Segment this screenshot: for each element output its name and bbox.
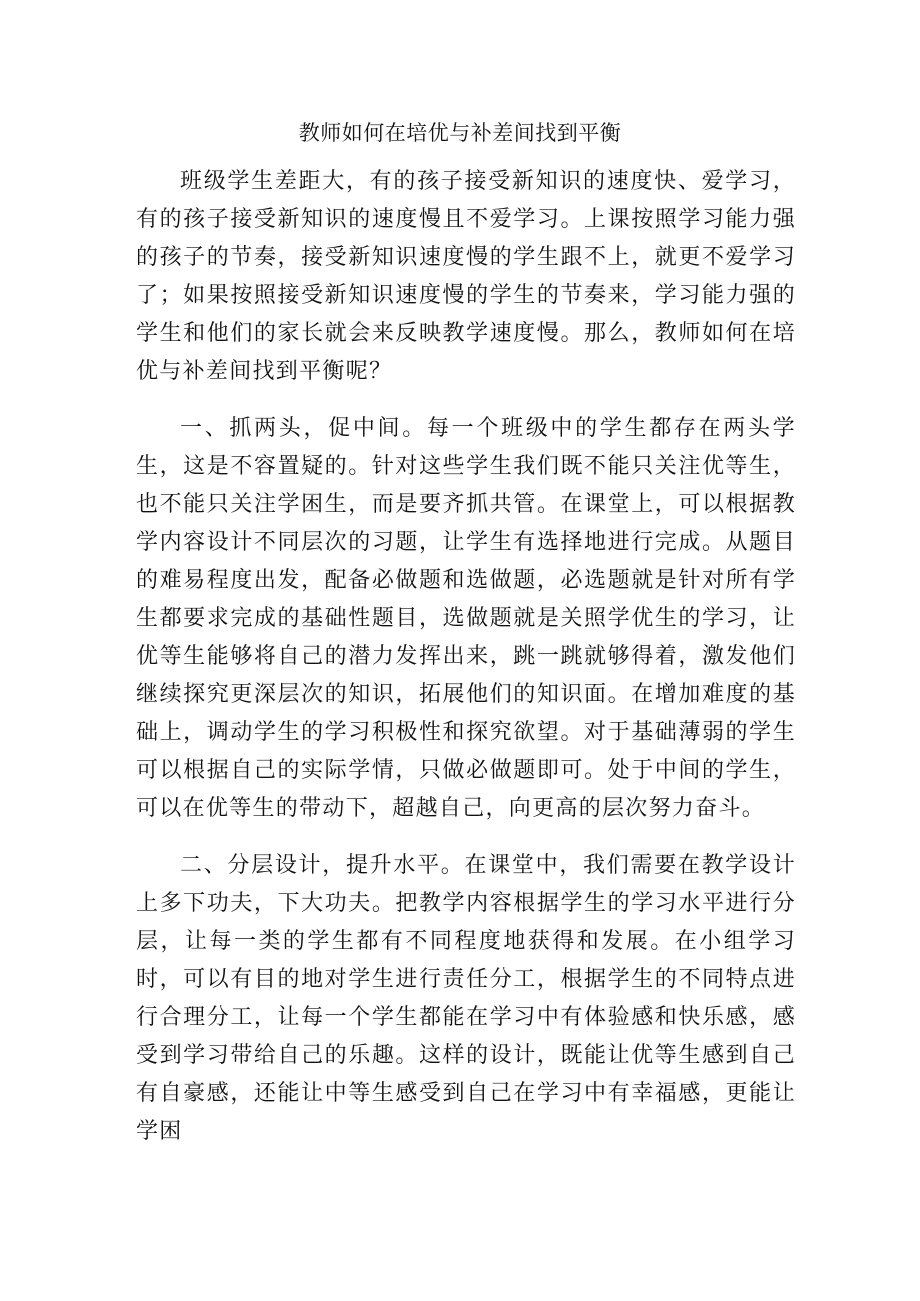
document-title: 教师如何在培优与补差间找到平衡 [298,121,622,145]
paragraph-point-two: 二、分层设计，提升水平。在课堂中，我们需要在教学设计上多下功夫，下大功夫。把教学内容根据学生的学习水平进行分层，让每一类的学生都有不同程度地获得和发展。在小组学习时，可以有目的地对学生进行责任分工，根据学生的不同特点进行合理分工，让每一个学生都能在学习中有体验感和快乐感，感受到学习带给自己的乐趣。这样的设计，既能让优等生感到自己有自豪感，还能让中等生感受到自己在学习中有幸福感，更能让学困 [136,853,796,1144]
paragraph-intro: 班级学生差距大，有的孩子接受新知识的速度快、爱学习，有的孩子接受新知识的速度慢且不爱学习。上课按照学习能力强的孩子的节奏，接受新知识速度慢的学生跟不上，就更不爱学习了；如果按照接受新知识速度慢的学生的节奏来，学习能力强的学生和他们的家长就会来反映教学速度慢。那么，教师如何在培优与补差间找到平衡呢？ [136,169,796,384]
document-body [136,163,796,1151]
paragraph-point-one: 一、抓两头，促中间。每一个班级中的学生都存在两头学生，这是不容置疑的。针对这些学生我们既不能只关注优等生，也不能只关注学困生，而是要齐抓共管。在课堂上，可以根据教学内容设计不同层次的习题，让学生有选择地进行完成。从题目的难易程度出发，配备必做题和选做题，必选题就是针对所有学生都要求完成的基础性题目，选做题就是关照学优生的学习，让优等生能够将自己的潜力发挥出来，跳一跳就够得着，激发他们继续探究更深层次的知识，拓展他们的知识面。在增加难度的基础上，调动学生的学习积极性和探究欲望。对于基础薄弱的学生可以根据自己的实际学情，只做必做题即可。处于中间的学生，可以在优等生的带动下，超越自己，向更高的层次努力奋斗。 [136,416,796,821]
